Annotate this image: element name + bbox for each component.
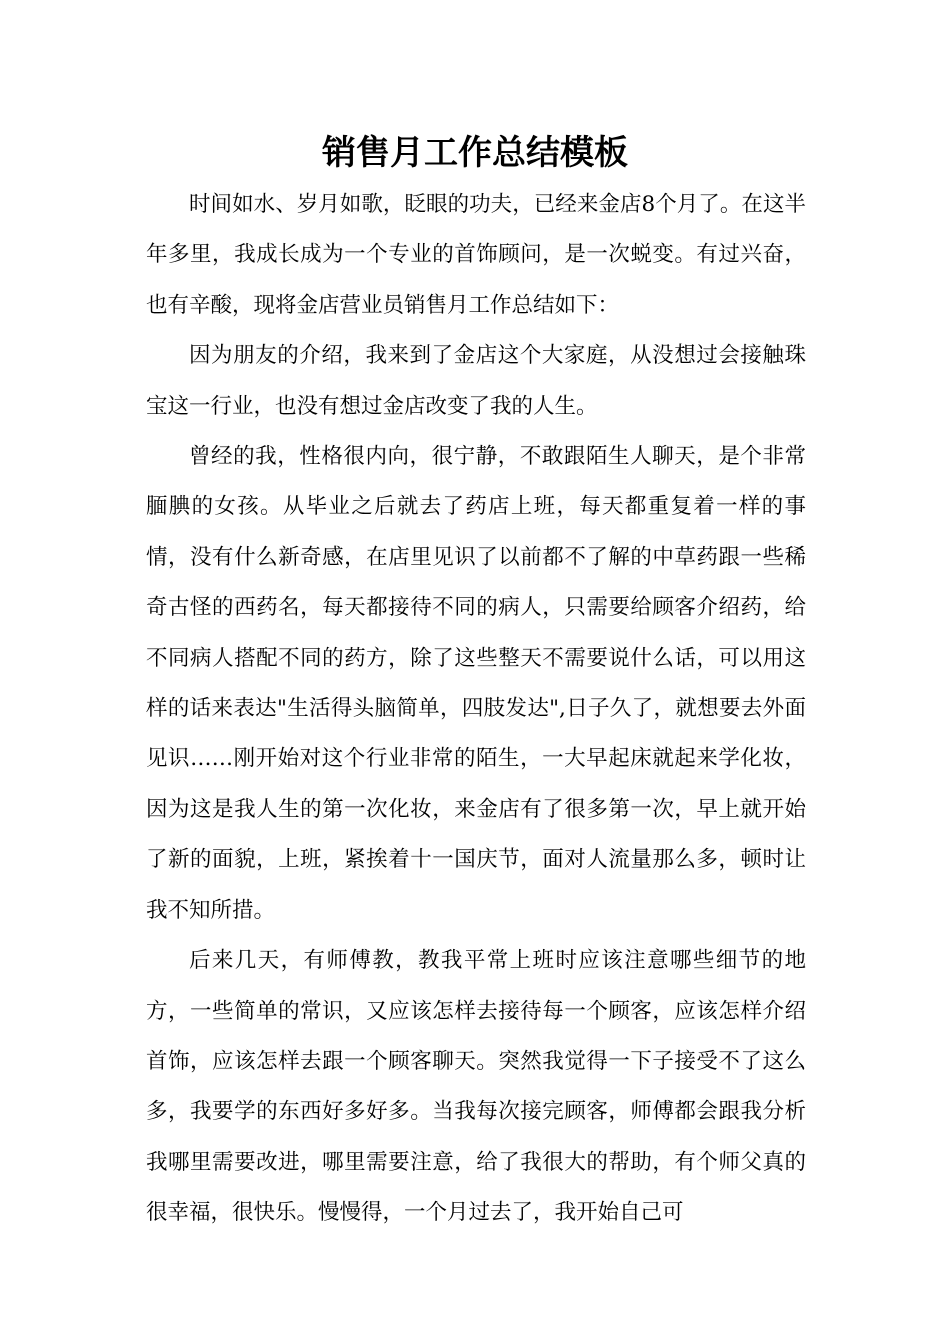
paragraph-1: 时间如水、岁月如歌，眨眼的功夫，已经来金店8个月了。在这半年多里，我成长成为一个专业的首饰顾问，是一次蜕变。有过兴奋，也有辛酸，现将金店营业员销售月工作总结如下： bbox=[146, 192, 806, 318]
document-body bbox=[146, 180, 806, 1239]
document-title: 销售月工作总结模板 bbox=[322, 133, 628, 173]
paragraph-4: 后来几天，有师傅教，教我平常上班时应该注意哪些细节的地方，一些简单的常识，又应该怎样去接待每一个顾客，应该怎样介绍首饰，应该怎样去跟一个顾客聊天。突然我觉得一下子接受不了这么多，我要学的东西好多好多。当我每次接完顾客，师傅都会跟我分析我哪里需要改进，哪里需要注意，给了我很大的帮助，有个师父真的很幸福，很快乐。慢慢得，一个月过去了，我开始自己可 bbox=[146, 948, 806, 1226]
paragraph-2: 因为朋友的介绍，我来到了金店这个大家庭，从没想过会接触珠宝这一行业，也没有想过金店改变了我的人生。 bbox=[146, 343, 806, 419]
paragraph-3: 曾经的我，性格很内向，很宁静，不敢跟陌生人聊天，是个非常腼腆的女孩。从毕业之后就去了药店上班，每天都重复着一样的事情，没有什么新奇感，在店里见识了以前都不了解的中草药跟一些稀奇古怪的西药名，每天都接待不同的病人，只需要给顾客介绍药，给不同病人搭配不同的药方，除了这些整天不需要说什么话，可以用这样的话来表达"生活得头脑简单，四肢发达",日子久了，就想要去外面见识……刚开始对这个行业非常的陌生，一大早起床就起来学化妆，因为这是我人生的第一次化妆，来金店有了很多第一次，早上就开始了新的面貌，上班，紧挨着十一国庆节，面对人流量那么多，顿时让我不知所措。 bbox=[146, 444, 806, 923]
